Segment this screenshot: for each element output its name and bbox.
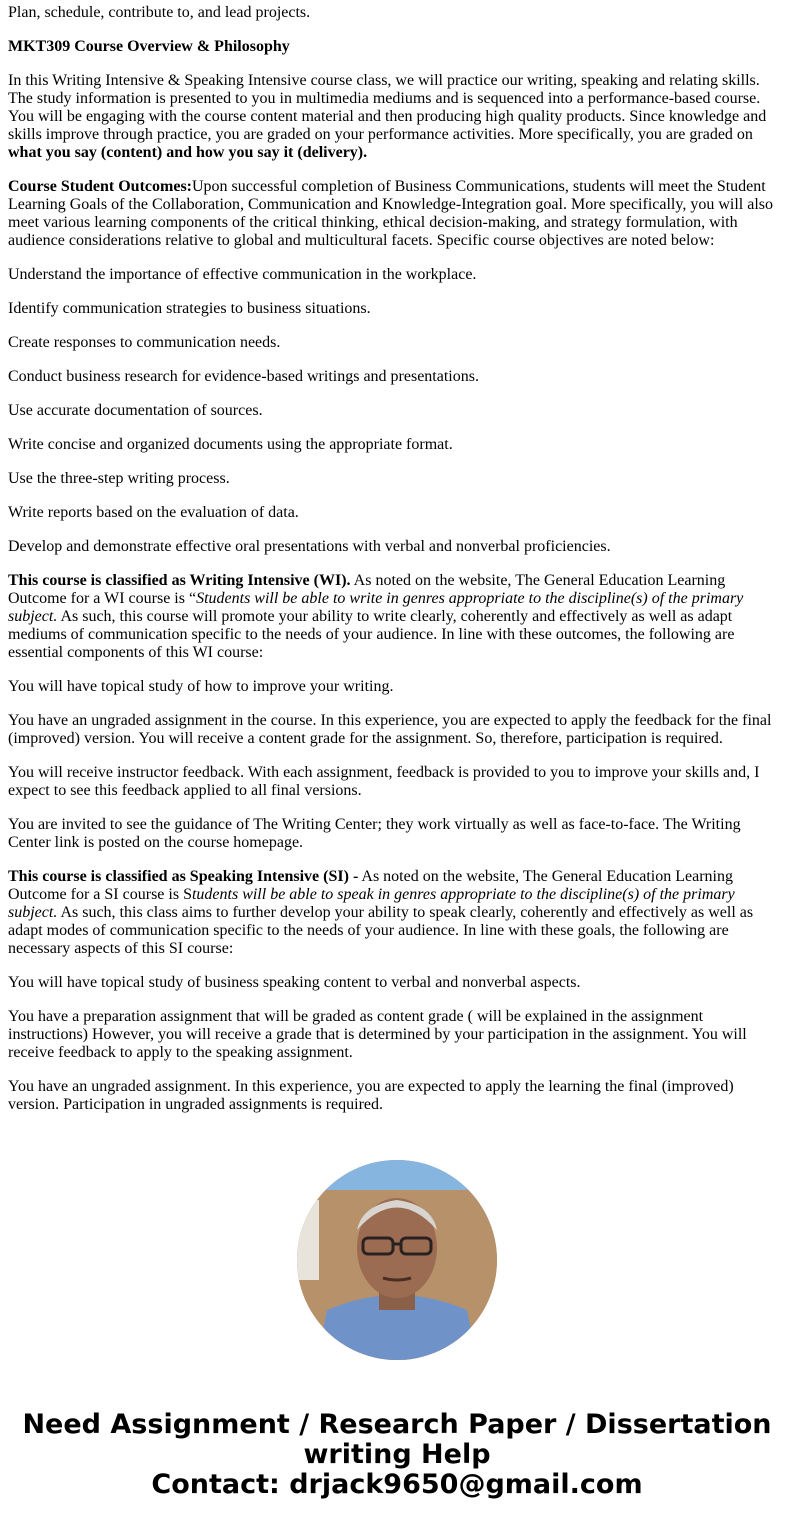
wi-text: As such, this course will promote your ability to write clearly, coherently and effectively as well as adapt mediums of communication specific to the needs of your audience. In line with these outcomes, the following are essential components of this WI course: <box>8 608 735 661</box>
wi-label: This course is classified as Writing Intensive (WI). <box>8 572 351 589</box>
wi-item: You will receive instructor feedback. With each assignment, feedback is provided to you to improve your skills and, I expect to see this feedback applied to all final versions. <box>8 764 760 799</box>
footer-contact: Contact: drjack9650@gmail.com <box>151 1469 643 1500</box>
objective-item: Use accurate documentation of sources. <box>8 402 263 419</box>
si-paragraph <box>8 868 786 958</box>
objective-item: Develop and demonstrate effective oral presentations with verbal and nonverbal proficiencies. <box>8 538 611 555</box>
intro-text: Plan, schedule, contribute to, and lead projects. <box>8 4 311 21</box>
wi-quote: Students will be able to write in genres appropriate to the discipline(s) of the primary subject. <box>8 590 744 625</box>
outcomes-paragraph <box>8 178 786 250</box>
portrait-image <box>297 1160 497 1360</box>
si-item: You have an ungraded assignment. In this experience, you are expected to apply the learning the final (improved) version. Participation in ungraded assignments is required. <box>8 1078 734 1113</box>
objective-item: Create responses to communication needs. <box>8 334 281 351</box>
objective-item: Use the three-step writing process. <box>8 470 230 487</box>
objective-item: Write reports based on the evaluation of data. <box>8 504 299 521</box>
author-photo <box>297 1160 497 1360</box>
contact-footer <box>0 1410 794 1500</box>
photo-container <box>0 1160 794 1360</box>
wi-item: You have an ungraded assignment in the course. In this experience, you are expected to apply the feedback for the final (improved) version. You will receive a content grade for the assignment. So, therefore, participation is required. <box>8 712 772 747</box>
si-item: You will have topical study of business speaking content to verbal and nonverbal aspects. <box>8 974 581 991</box>
objective-item: Identify communication strategies to business situations. <box>8 300 371 317</box>
overview-text: In this Writing Intensive & Speaking Intensive course class, we will practice our writing, speaking and relating skills. The study information is presented to you in multimedia mediums and is sequenced into a performance-based course. You will be engaging with the course content material and then producing high quality products. Since knowledge and skills improve through practice, you are graded on your performance activities. More specifically, you are graded on <box>8 72 767 143</box>
objective-item: Conduct business research for evidence-based writings and presentations. <box>8 368 479 385</box>
outcomes-label: Course Student Outcomes: <box>8 178 192 195</box>
objective-item: Write concise and organized documents using the appropriate format. <box>8 436 453 453</box>
si-label: This course is classified as Speaking Intensive (SI) - <box>8 868 359 885</box>
wi-text: As noted on the website, The General Education Learning Outcome for a WI course is “ <box>8 572 726 607</box>
wi-item: You will have topical study of how to improve your writing. <box>8 678 394 695</box>
wi-item: You are invited to see the guidance of The Writing Center; they work virtually as well as face-to-face. The Writing Center link is posted on the course homepage. <box>8 816 741 851</box>
si-item: You have a preparation assignment that will be graded as content grade ( will be explained in the assignment instructions) However, you will receive a grade that is determined by your participation in the assignment. You will receive feedback to apply to the speaking assignment. <box>8 1008 747 1061</box>
footer-headline: Need Assignment / Research Paper / Dissertation writing Help <box>22 1409 772 1470</box>
si-quote: tudents will be able to speak in genres appropriate to the discipline(s) of the primary subject. <box>8 886 735 921</box>
si-text: As such, this class aims to further develop your ability to speak clearly, coherently and effectively as well as adapt modes of communication specific to the needs of your audience. In line with these goals, the following are necessary aspects of this SI course: <box>8 904 754 957</box>
overview-bold: what you say (content) and how you say it (delivery). <box>8 144 368 161</box>
overview-paragraph <box>8 72 786 162</box>
si-text: As noted on the website, The General Education Learning Outcome for a SI course is S <box>8 868 733 903</box>
wi-paragraph <box>8 572 786 662</box>
outcomes-text: Upon successful completion of Business Communications, students will meet the Student Learning Goals of the Collaboration, Communication and Knowledge-Integration goal. More specifically, you will also meet various learning components of the critical thinking, ethical decision-making, and strategy formulation, with audience considerations relative to global and multicultural facets. Specific course objectives are noted below: <box>8 178 773 249</box>
objective-item: Understand the importance of effective communication in the workplace. <box>8 266 477 283</box>
overview-heading: MKT309 Course Overview & Philosophy <box>8 38 290 55</box>
